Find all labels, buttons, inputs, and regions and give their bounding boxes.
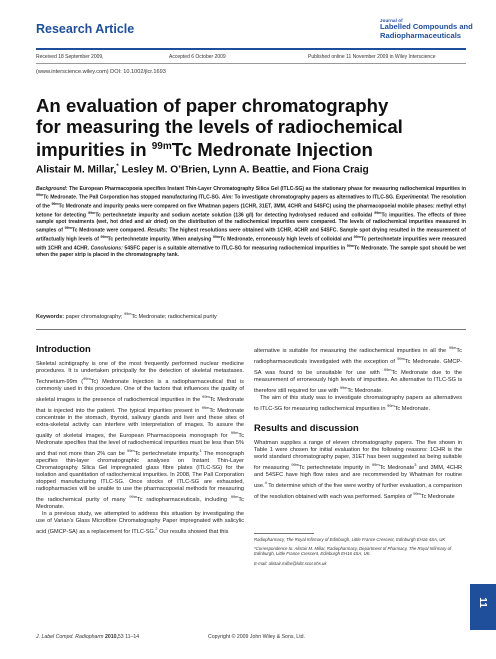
journal-name-prefix: Journal of <box>380 18 403 23</box>
journal-name-line2: Radiopharmaceuticals <box>380 30 462 40</box>
title-line-2: for measuring the levels of radiochemical <box>36 115 403 137</box>
article-type-label: Research Article <box>36 22 135 36</box>
footer-citation: J. Label Compd. Radiopharm 2010, 53 11–14 <box>36 634 140 640</box>
correspondence-footnote: *Correspondence to: Alistair M. Millar, Radiopharmacy, Department of Pharmacy, The Royal Infirmary of Edinburgh, Little France Crescent, Edinburgh EH16 4SA, UK. <box>254 545 452 557</box>
intro-paragraph-4: The aim of this study was to investigate chromatography papers as alternatives to ITLC-SG for measuring radiochemical impurities in $^{99m}$Tc Medronate. <box>254 394 462 412</box>
email-footnote[interactable]: E-mail: alistair.millar@luht.scot.nhs.uk <box>254 560 327 566</box>
intro-paragraph-2: In a previous study, we attempted to address this situation by investigating the use of Varian’s Glass Microfibre Chromatography Paper impregnated with salicylic acid (GMCP-SA) as a replacement for ITLC-SG.$^2$ Our results showed that this <box>36 511 244 535</box>
received-date: Received 18 September 2009, <box>36 54 104 60</box>
results-heading: Results and discussion <box>254 421 359 433</box>
header-rule <box>36 48 466 50</box>
keywords: Keywords: paper chromatography; $^{99m}$Tc Medronate; radiochemical purity <box>36 312 217 320</box>
journal-header <box>36 18 473 50</box>
journal-name <box>380 23 496 40</box>
doi-line[interactable]: (www.interscience.wiley.com) DOI: 10.1002/jlcr.1693 <box>36 69 166 75</box>
introduction-heading: Introduction <box>36 343 91 354</box>
footer-copyright: Copyright © 2009 John Wiley & Sons, Ltd. <box>208 634 305 640</box>
article-title <box>36 96 466 161</box>
affiliation-footnote: Radiopharmacy, The Royal Infirmary of Edinburgh, Little France Crescent, Edinburgh EH16 4SA, UK <box>254 536 446 542</box>
title-line-3: impurities in $^{99m}$Tc Medronate Injection <box>36 139 373 161</box>
accepted-date: Accepted 6 October 2009 <box>169 54 226 60</box>
published-date: Published online 11 November 2009 in Wiley Interscience <box>308 54 436 60</box>
author-list: Alistair M. Millar,* Lesley M. O’Brien, Lynn A. Beattie, and Fiona Craig <box>36 164 369 176</box>
abstract: Background: The European Pharmacopoeia specifies Instant Thin-Layer Chromatography Silica Gel (ITLC-SG) as the stationary phase for measuring radiochemical impurities in $^{99m}$Tc Medronate. The Pall Corporation has stopped manufacturing ITLC-SG. Aim: To investigate chromatography papers as alternatives to ITLC-SG. Experimental: The resolution of the $^{99m}$Tc Medronate and impurity peaks were compared on five Whatman papers (1CHR, 31ET, 3MM, 4CHR and 54SFC) using the pharmacopoeial mobile phases: methyl ethyl ketone for detecting $^{99m}$Tc pertechnetate impurity and sodium acetate solution (136 g/l) for detecting hydrolysed reduced and colloidal $^{99m}$Tc impurities. The effects of three sample spot treatments (wet, hot dried and air dried) on the distribution of the radiochemical impurities were compared. The levels of radiochemical impurities measured in samples of $^{99m}$Tc Medronate were compared. Results: The highest resolutions were obtained with 1CHR, 4CHR and 54SFC. Sample spot drying resulted in the measurement of artifactually high levels of $^{99m}$Tc pertechnetate impurity. When analysing $^{99m}$Tc Medronate, erroneously high levels of colloidal and $^{99m}$Tc pertechnetate impurities were measured with 1CHR and 4CHR. Conclusions: 54SFC paper is a suitable alternative to ITLC-SG for measuring radiochemical impurities in $^{99m}$Tc Medronate. The sample spot should be wet when the paper strip is placed in the chromatography tank. <box>36 186 466 259</box>
footnotes <box>254 533 462 570</box>
footnote-rule <box>254 533 314 534</box>
title-line-1: An evaluation of paper chromatography <box>36 95 389 116</box>
journal-name-line1: Labelled Compounds and <box>380 22 473 31</box>
keywords-rule <box>36 329 466 330</box>
dates-rule <box>36 63 466 64</box>
right-column <box>254 344 462 501</box>
intro-paragraph-1: Skeletal scintigraphy is one of the most frequently performed nuclear medicine procedures. It is undertaken principally for the detection of skeletal metastases. Technetium-99m ($^{99m}$Tc) Medronate Injection is a radiopharmaceutical that is commonly used in this procedure. One of the factors that influences the quality of skeletal images is the presence of radiochemical impurities in the $^{99m}$Tc Medronate that is injected into the patient. The typical impurities present in $^{99m}$Tc Medronate concentrate in the stomach, thyroid, salivary glands and liver and these sites of extra-skeletal activity can interfere with interpretation of images. To assure the quality of skeletal images, the European Pharmacopoeia monograph for $^{99m}$Tc Medronate specifies that the level of radiochemical impurities must be less than 5% and that not more than 2% can be $^{99m}$Tc pertechnetate impurity.$^1$ The monograph specifies thin-layer chromatographic analyses on Instant Thin-Layer Chromatography Silica Gel impregnated glass fibre plates (ITLC-SG) for the isolation and quantitation of radiochemical impurities. In 2008, The Pall Corporation stopped manufacturing ITLC-SG. Once stocks of ITLC-SG are exhausted, radiopharmacies will be unable to use the pharmacopoeial methods for measuring the radiochemical purity of many $^{99m}$Tc radiopharmaceuticals, including $^{99m}$Tc Medronate. <box>36 361 245 510</box>
page-number: 11 <box>476 597 488 608</box>
page-number-tab <box>470 584 496 630</box>
results-paragraph-1: Whatman supplies a range of eleven chromatography papers. The five shown in Table 1 were chosen for initial evaluation for the following reasons: 1CHR is the world standard chromatography paper, 31ET has been suggested as being suitable for measuring $^{99m}$Tc pertechnetate impurity in $^{99m}$Tc Medronate$^3$ and 3MM, 4CHR and 54SFC have high flow rates and are recommended by Whatman for routine use.$^4$ To determine which of the five were worthy of further evaluation, a comparison of the resolution obtained with each was performed. Samples of $^{99m}$Tc Medronate <box>254 439 462 500</box>
intro-paragraph-3: alternative is suitable for measuring the radiochemical impurities in all the $^{99m}$Tc radiopharmaceuticals investigated with the exception of $^{99m}$Tc Medronate. GMCP-SA was found to be unsuitable for use with $^{99m}$Tc Medronate due to the measurement of erroneously high levels of impurities. An alternative to ITLC-SG is therefore still required for use with $^{99m}$Tc Medronate. <box>254 345 462 394</box>
left-column <box>36 344 244 536</box>
